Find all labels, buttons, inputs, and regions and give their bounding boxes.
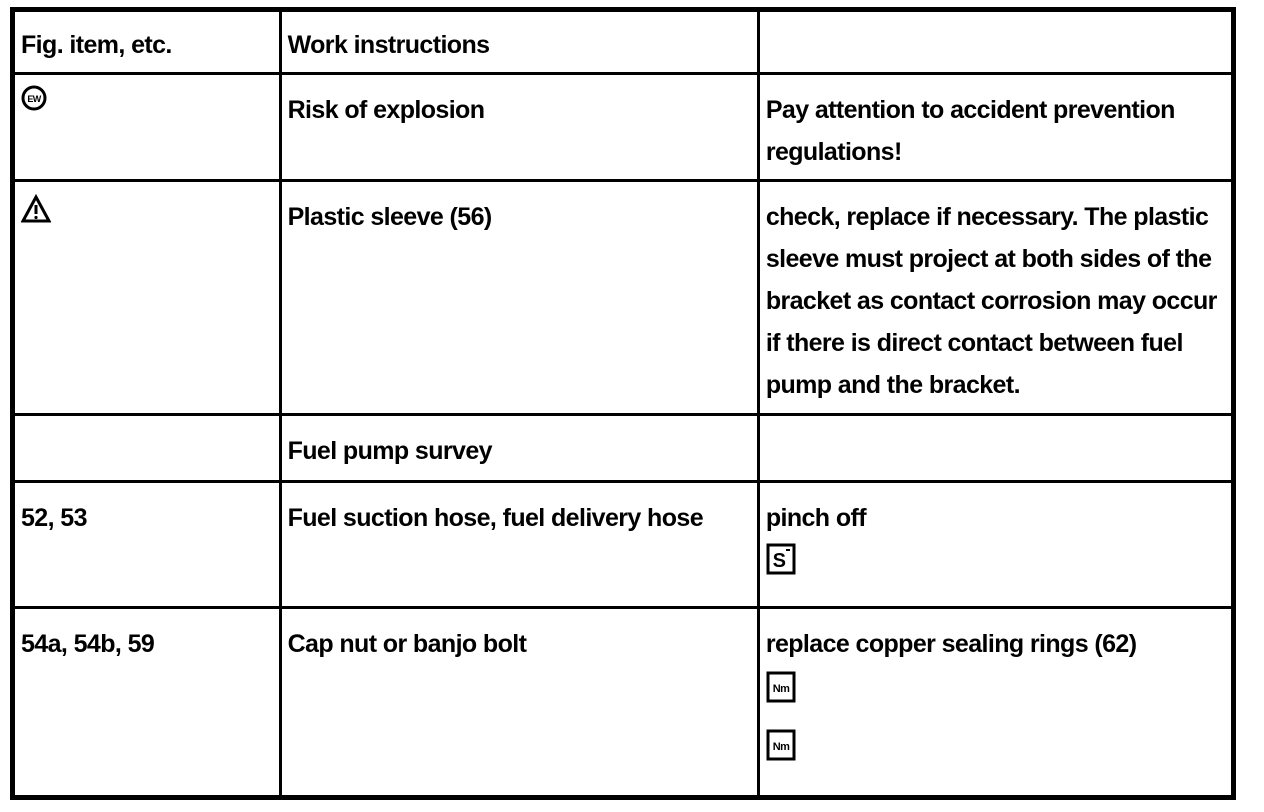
row-note-cell: check, replace if necessary. The plastic sleeve must project at both sides of the bracket as contact corrosion may occur if there is direct contact between fuel pump and the bracket. — [758, 181, 1233, 415]
table-row — [13, 482, 1234, 608]
row-work-cell: Plastic sleeve (56) — [280, 181, 758, 415]
torque-nm-icon — [766, 665, 1226, 729]
table-row — [13, 415, 1234, 482]
header-work-instructions: Work instructions — [280, 10, 758, 74]
svg-text:Nm: Nm — [772, 683, 790, 695]
table-row — [13, 74, 1234, 181]
table-row — [13, 181, 1234, 415]
row-work-cell: Risk of explosion — [280, 74, 758, 181]
row-note-cell: Pay attention to accident prevention regulations! — [758, 74, 1233, 181]
svg-text:EW: EW — [27, 94, 41, 104]
row-work-cell: Fuel suction hose, fuel delivery hose — [280, 482, 758, 608]
row-fig-cell — [13, 415, 281, 482]
row-fig-cell: 52, 53 — [13, 482, 281, 608]
svg-text:S: S — [772, 550, 786, 572]
header-notes — [758, 10, 1233, 74]
row-work-cell: Cap nut or banjo bolt — [280, 608, 758, 798]
note-text: pinch off — [765, 504, 866, 532]
table-header-row — [13, 10, 1234, 74]
table-row — [13, 608, 1234, 798]
row-fig-cell: 54a, 54b, 59 — [13, 608, 281, 798]
row-note-cell — [758, 608, 1233, 798]
work-instructions-table — [10, 7, 1236, 800]
special-tool-icon — [766, 543, 1226, 575]
row-note-cell — [758, 415, 1233, 482]
row-note-cell — [758, 482, 1233, 608]
row-fig-cell — [13, 181, 281, 415]
row-fig-cell — [13, 74, 281, 181]
row-work-cell: Fuel pump survey — [280, 415, 758, 482]
svg-text:Nm: Nm — [772, 741, 790, 753]
work-instructions-table-container — [10, 7, 1236, 800]
note-text: replace copper sealing rings (62) — [765, 630, 1137, 658]
explosion-warning-icon — [21, 85, 274, 111]
header-fig-item: Fig. item, etc. — [13, 10, 281, 74]
torque-nm-icon — [766, 729, 1226, 787]
warning-triangle-icon — [21, 194, 274, 224]
